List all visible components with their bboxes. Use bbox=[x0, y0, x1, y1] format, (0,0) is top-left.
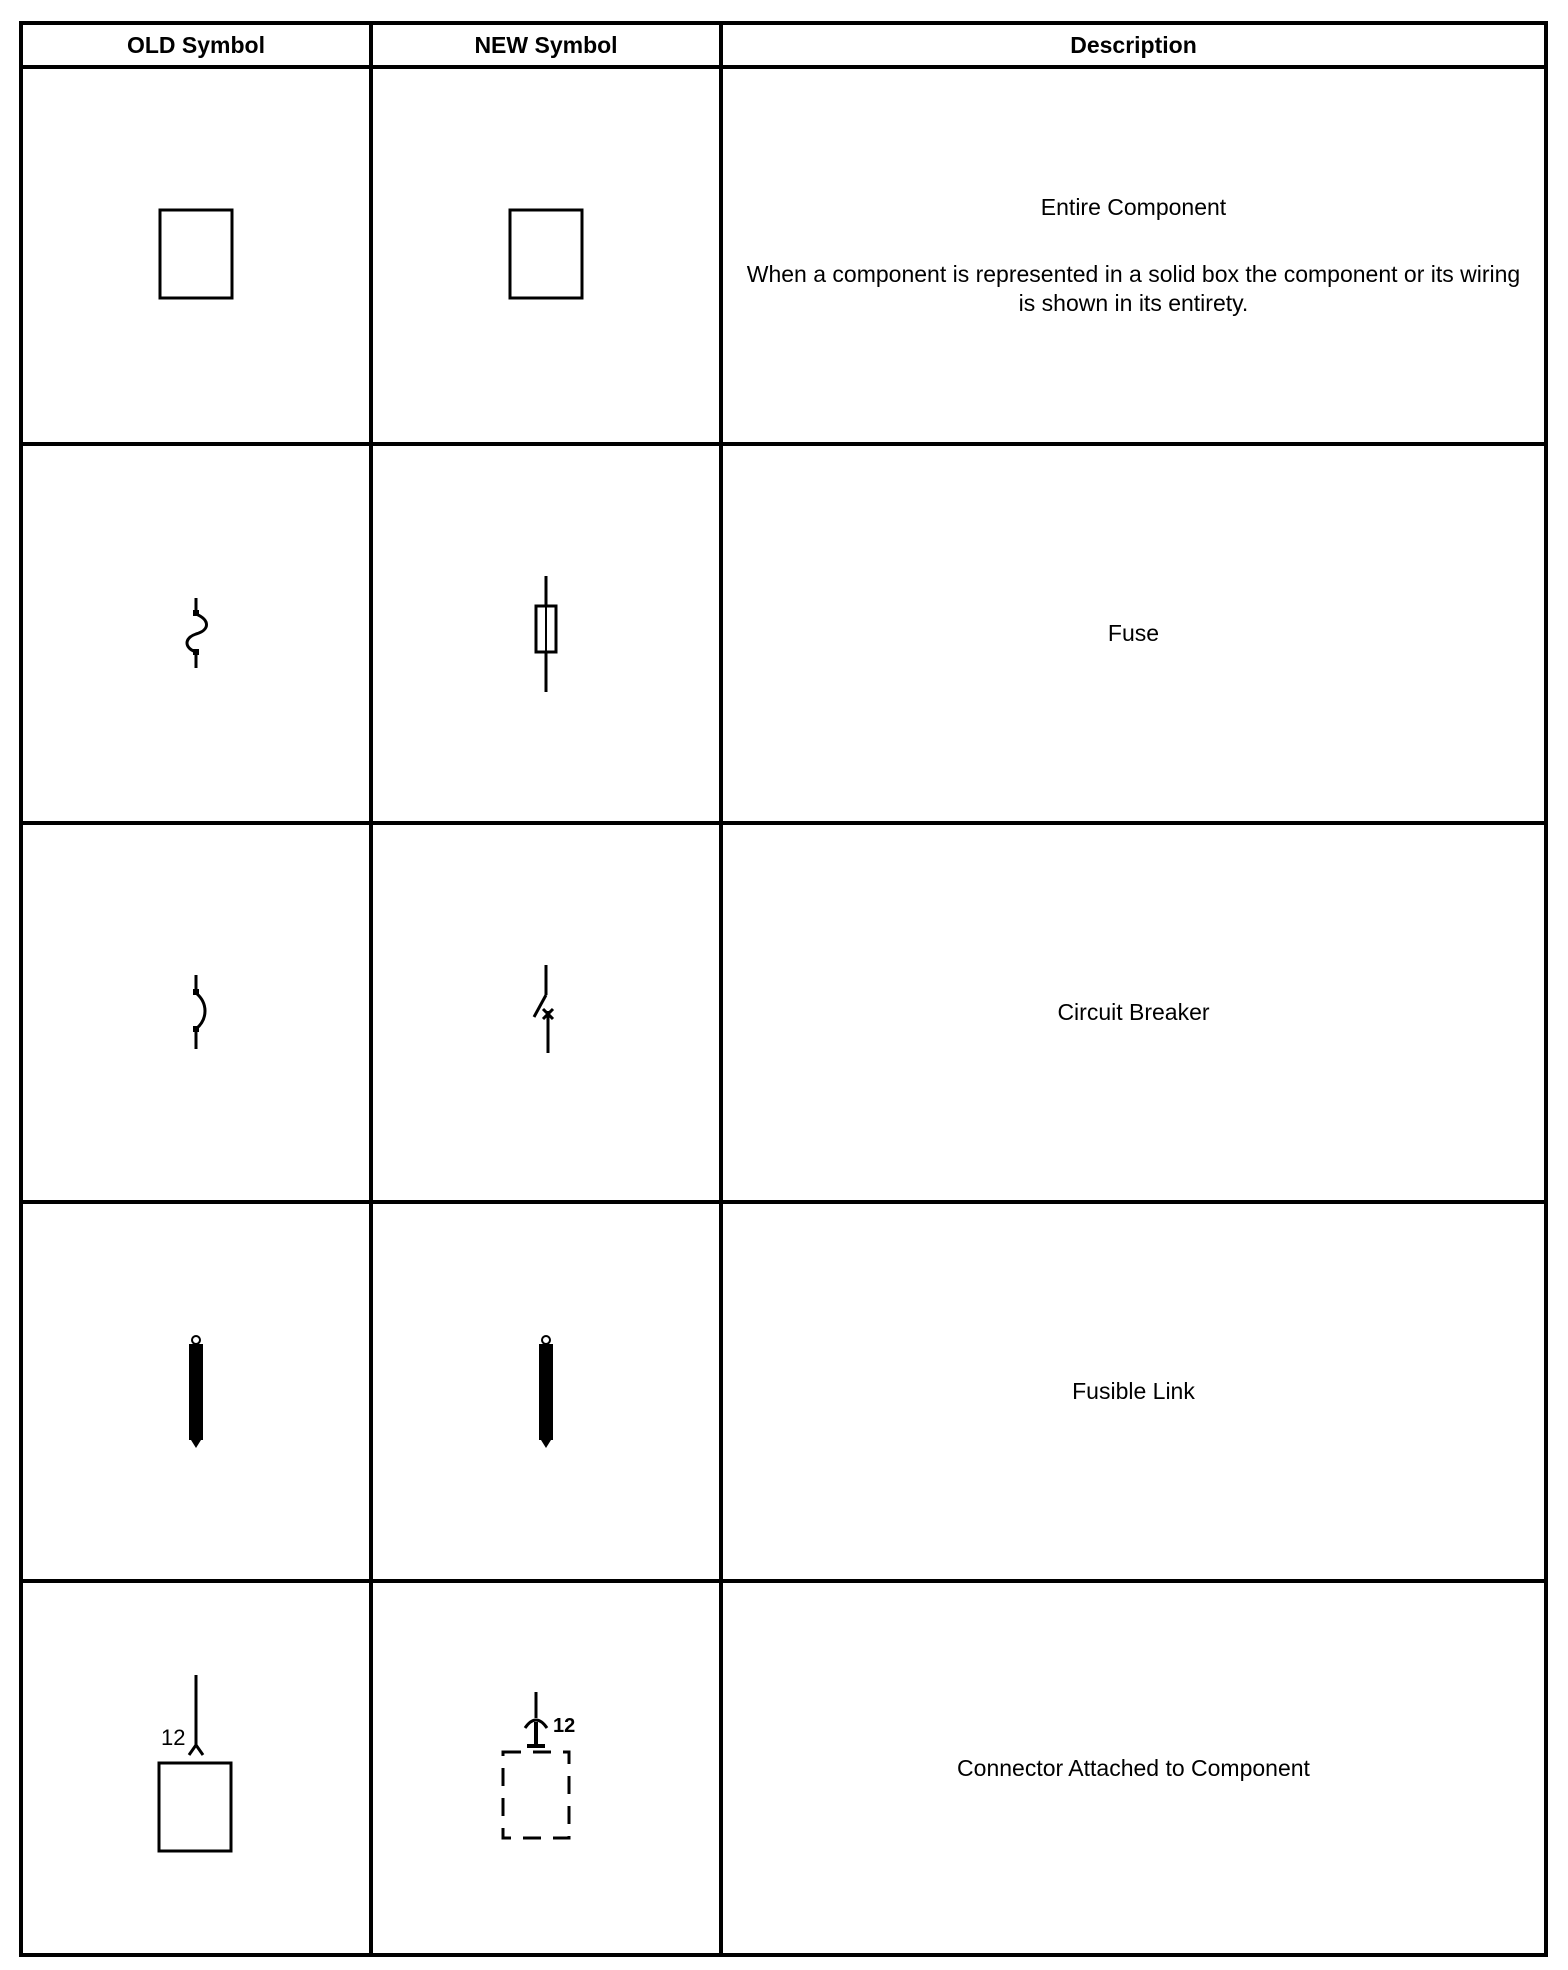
table-row-description bbox=[723, 1204, 1544, 1579]
symbol-comparison-table bbox=[19, 21, 1548, 1957]
entire-component-box-icon bbox=[506, 206, 586, 306]
table-row-old-symbol bbox=[23, 825, 369, 1200]
description-title: Fuse bbox=[1107, 620, 1160, 646]
table-row-description bbox=[723, 69, 1544, 442]
table-header-row bbox=[23, 25, 1544, 69]
table-row-old-symbol bbox=[23, 1583, 369, 1953]
circuit-breaker-new-icon bbox=[526, 963, 566, 1063]
connector-attached-new-icon bbox=[491, 1688, 601, 1848]
fuse-old-icon bbox=[176, 594, 216, 674]
description-title: Entire Component bbox=[1040, 194, 1227, 220]
description-note: When a component is represented in a solid box the component or its wiring is shown in its entirety. bbox=[746, 261, 1521, 316]
table-row-description bbox=[723, 825, 1544, 1200]
header-description: Description bbox=[1070, 31, 1197, 58]
table-row-old-symbol bbox=[23, 446, 369, 821]
circuit-breaker-old-icon bbox=[176, 973, 216, 1053]
fuse-new-icon bbox=[526, 574, 566, 694]
table-row-description bbox=[723, 1583, 1544, 1953]
connector-attached-old-icon bbox=[141, 1673, 251, 1863]
table-row-new-symbol bbox=[373, 1583, 719, 1953]
new-pin-label: 12 bbox=[553, 1715, 576, 1737]
table-row-new-symbol bbox=[373, 446, 719, 821]
table-row-old-symbol bbox=[23, 1204, 369, 1579]
fusible-link-new-icon bbox=[531, 1332, 561, 1452]
header-old-symbol: OLD Symbol bbox=[126, 31, 265, 58]
old-pin-label: 12 bbox=[161, 1725, 186, 1750]
table-row-new-symbol bbox=[373, 1204, 719, 1579]
description-title: Circuit Breaker bbox=[1057, 999, 1210, 1025]
table-row-new-symbol bbox=[373, 69, 719, 442]
entire-component-box-icon bbox=[156, 206, 236, 306]
table-row-new-symbol bbox=[373, 825, 719, 1200]
table-row-old-symbol bbox=[23, 69, 369, 442]
description-title: Connector Attached to Component bbox=[957, 1754, 1310, 1781]
description-title: Fusible Link bbox=[1072, 1378, 1195, 1404]
fusible-link-old-icon bbox=[181, 1332, 211, 1452]
table-row-description bbox=[723, 446, 1544, 821]
header-new-symbol: NEW Symbol bbox=[474, 31, 618, 58]
